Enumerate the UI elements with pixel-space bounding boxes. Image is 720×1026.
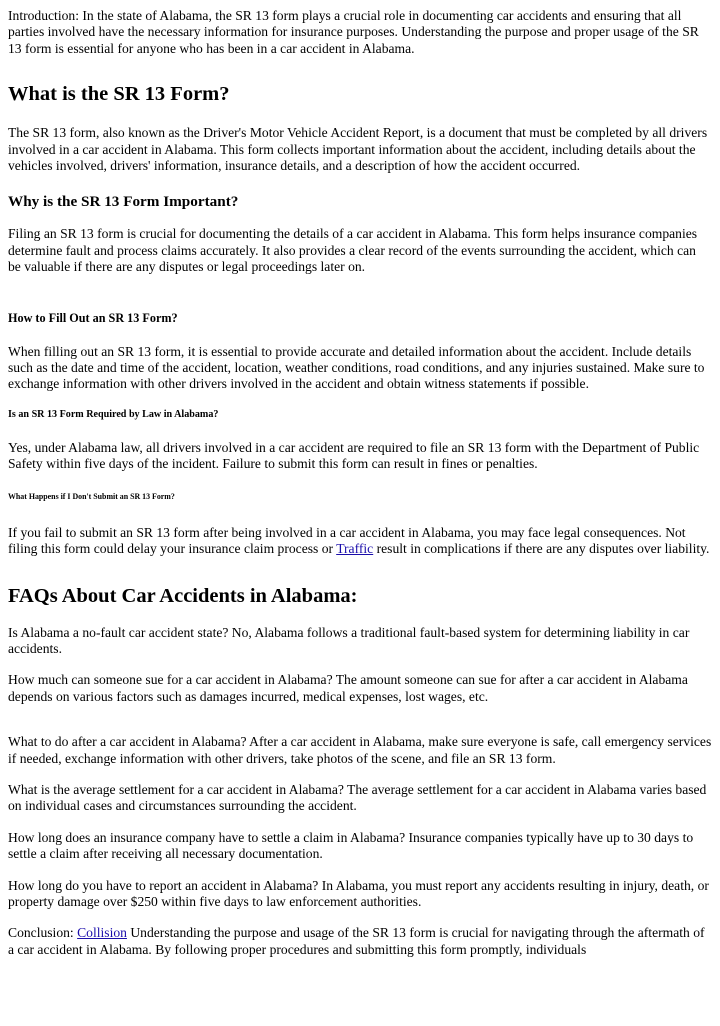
- heading-why-important: Why is the SR 13 Form Important?: [8, 193, 239, 211]
- faq-item: What to do after a car accident in Alabama? After a car accident in Alabama, make sure everyone is safe, call emergency services if needed, exchange information with other drivers, take photos of the scene, and file an SR 13 form.: [8, 734, 712, 766]
- heading-what-is-sr13: What is the SR 13 Form?: [8, 83, 230, 106]
- how-paragraph: When filling out an SR 13 form, it is essential to provide accurate and detailed information about the accident. Include details such as the date and time of the accident, location, weather conditions, road conditions, and any injuries sustained. Make sure to exchange information with other drivers involved in the accident and obtain witness statements if possible.: [8, 343, 705, 392]
- heading-how-to-fill: How to Fill Out an SR 13 Form?: [8, 310, 178, 325]
- conclusion-paragraph: [8, 925, 712, 958]
- faq-item: How long does an insurance company have to settle a claim in Alabama? Insurance companies typically have up to 30 days to settle a claim after receiving all necessary documentation.: [8, 829, 694, 862]
- faq-item: Is Alabama a no-fault car accident state? No, Alabama follows a traditional fault-based system for determining liability in car accidents.: [8, 624, 690, 656]
- heading-faqs: FAQs About Car Accidents in Alabama:: [8, 584, 358, 607]
- happens-paragraph: [8, 525, 712, 558]
- required-paragraph: Yes, under Alabama law, all drivers involved in a car accident are required to file an SR 13 form with the Department of Public Safety within five days of the incident. Failure to submit this form can result in fines or penalties.: [8, 439, 700, 472]
- article: [0, 8, 720, 958]
- heading-required-by-law: Is an SR 13 Form Required by Law in Alabama?: [8, 408, 219, 420]
- collision-link[interactable]: Collision: [77, 925, 127, 941]
- happens-text-before: If you fail to submit an SR 13 form after being involved in a car accident in Alabama, you may face legal consequences. Not filing this form could delay your insurance claim process or: [8, 524, 686, 557]
- conclusion-prefix: Conclusion:: [8, 925, 78, 941]
- faq-item: How long do you have to report an accident in Alabama? In Alabama, you must report any accidents resulting in injury, death, or property damage over $250 within five days to law enforcement authorities.: [8, 877, 709, 909]
- faq-item: What is the average settlement for a car accident in Alabama? The average settlement for a car accident in Alabama varies based on individual cases and circumstances surrounding the accident.: [8, 781, 707, 814]
- heading-what-happens: What Happens if I Don't Submit an SR 13 Form?: [8, 491, 175, 501]
- intro-paragraph: Introduction: In the state of Alabama, the SR 13 form plays a crucial role in documenting car accidents and ensuring that all parties involved have the necessary information for insurance purposes. Understanding the purpose and proper usage of the SR 13 form is essential for anyone who has been in a car accident in Alabama.: [8, 8, 699, 56]
- why-paragraph: Filing an SR 13 form is crucial for documenting the details of a car accident in Alabama. This form helps insurance companies determine fault and process claims accurately. It also provides a clear record of the events surrounding the accident, which can be valuable if there are any disputes or legal proceedings later on.: [8, 226, 698, 275]
- faq-item: How much can someone sue for a car accident in Alabama? The amount someone can sue for after a car accident in Alabama depends on various factors such as damages incurred, medical expenses, lost wages, etc.: [8, 672, 688, 704]
- traffic-link[interactable]: Traffic: [336, 541, 374, 557]
- conclusion-text: Understanding the purpose and usage of the SR 13 form is crucial for navigating through the aftermath of a car accident in Alabama. By following proper procedures and submitting this form promptly, individuals: [8, 925, 705, 957]
- what-paragraph: The SR 13 form, also known as the Driver's Motor Vehicle Accident Report, is a document that must be completed by all drivers involved in a car accident in Alabama. This form collects important information about the accident, including details about the vehicles involved, drivers' information, insurance details, and a description of how the accident occurred.: [8, 125, 708, 174]
- happens-text-after: result in complications if there are any disputes over liability.: [373, 541, 710, 557]
